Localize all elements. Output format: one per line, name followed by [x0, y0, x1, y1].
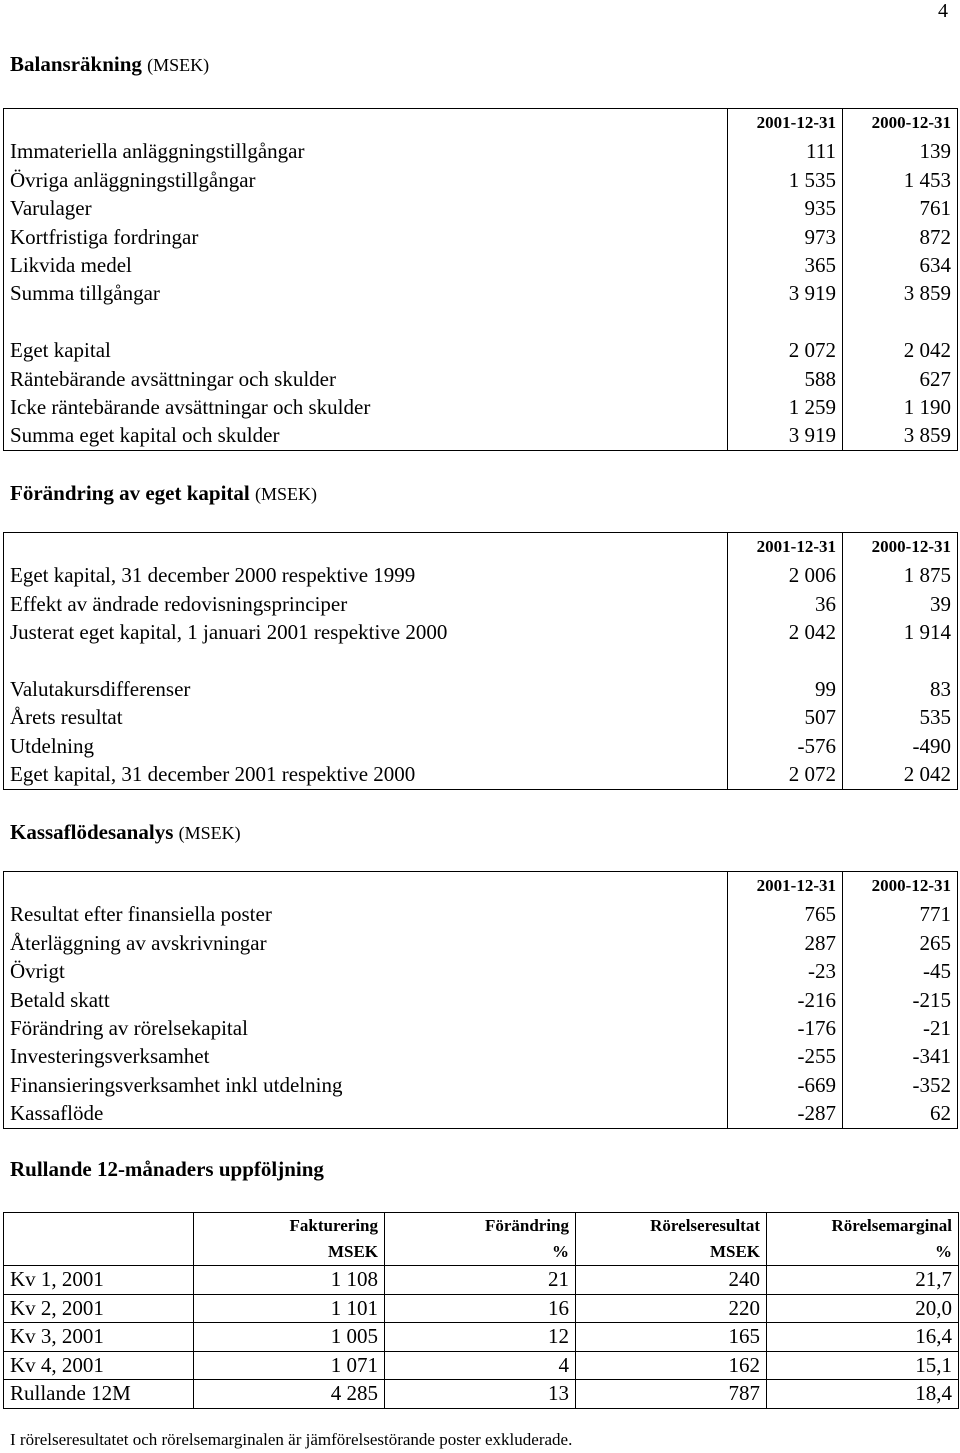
rolling-header-line2: MSEK [709, 1242, 760, 1261]
row-value-2001: 3 919 [728, 421, 843, 450]
table-row [4, 1014, 958, 1042]
table-row [4, 1042, 958, 1070]
row-value-2000: 39 [843, 590, 958, 618]
row-value-2000 [843, 308, 958, 336]
row-value-2001: 973 [728, 223, 843, 251]
row-value-2001 [728, 308, 843, 336]
rolling-header-row [4, 1213, 959, 1266]
table-row [4, 618, 958, 646]
row-value-2000: 634 [843, 251, 958, 279]
balance-header-col: 2001-12-31 [728, 109, 843, 138]
row-value-2001: 2 006 [728, 561, 843, 589]
row-value: 4 [385, 1351, 576, 1380]
row-label: Eget kapital, 31 december 2001 respektive 2000 [4, 760, 728, 789]
rolling-title: Rullande 12-månaders uppföljning [10, 1157, 324, 1181]
row-value-2001: -255 [728, 1042, 843, 1070]
row-value-2001: 765 [728, 900, 843, 928]
row-value-2001 [728, 647, 843, 675]
balance-header-blank [4, 109, 728, 138]
rolling-header-line1: Rörelsemarginal [831, 1216, 952, 1235]
table-row [4, 732, 958, 760]
row-value-2001: 507 [728, 703, 843, 731]
equity-table [3, 532, 958, 790]
cashflow-unit: (MSEK) [178, 823, 241, 843]
row-value: 165 [576, 1323, 767, 1352]
cashflow-header-col: 2001-12-31 [728, 872, 843, 901]
row-label: Utdelning [4, 732, 728, 760]
table-row [4, 166, 958, 194]
row-label: Kv 2, 2001 [4, 1294, 194, 1323]
cashflow-header-blank [4, 872, 728, 901]
row-label: Summa tillgångar [4, 279, 728, 307]
row-value-2000: -341 [843, 1042, 958, 1070]
table-row [4, 1294, 959, 1323]
row-label: Kv 1, 2001 [4, 1266, 194, 1295]
row-value-2001: -287 [728, 1099, 843, 1128]
row-value-2000: 83 [843, 675, 958, 703]
row-value-2000: -490 [843, 732, 958, 760]
row-value-2001: -576 [728, 732, 843, 760]
row-value: 16 [385, 1294, 576, 1323]
table-row [4, 421, 958, 450]
row-value-2000: 627 [843, 365, 958, 393]
row-value-2000: 771 [843, 900, 958, 928]
row-value-2001: 287 [728, 929, 843, 957]
rolling-header-line1: Fakturering [289, 1216, 378, 1235]
row-value-2001: 365 [728, 251, 843, 279]
row-value: 13 [385, 1380, 576, 1409]
row-value-2000: -45 [843, 957, 958, 985]
row-label: Återläggning av avskrivningar [4, 929, 728, 957]
table-row [4, 393, 958, 421]
table-row [4, 929, 958, 957]
cashflow-header-col: 2000-12-31 [843, 872, 958, 901]
table-row [4, 1071, 958, 1099]
rolling-header-blank [4, 1213, 194, 1266]
row-value-2000: 3 859 [843, 421, 958, 450]
table-row [4, 223, 958, 251]
row-value: 162 [576, 1351, 767, 1380]
equity-header-row [4, 533, 958, 562]
row-label: Valutakursdifferenser [4, 675, 728, 703]
row-value: 16,4 [767, 1323, 959, 1352]
row-label: Årets resultat [4, 703, 728, 731]
row-value-2000: 265 [843, 929, 958, 957]
row-value-2000: 1 875 [843, 561, 958, 589]
row-value-2000: 1 914 [843, 618, 958, 646]
row-label: Likvida medel [4, 251, 728, 279]
row-label: Summa eget kapital och skulder [4, 421, 728, 450]
row-label: Övrigt [4, 957, 728, 985]
table-row [4, 986, 958, 1014]
balance-header-col: 2000-12-31 [843, 109, 958, 138]
row-value-2001: -669 [728, 1071, 843, 1099]
table-row [4, 1351, 959, 1380]
row-value-2000 [843, 647, 958, 675]
row-value: 1 101 [194, 1294, 385, 1323]
cashflow-title [10, 820, 241, 845]
rolling-header-line2: % [935, 1242, 952, 1261]
row-value: 787 [576, 1380, 767, 1409]
row-label: Förändring av rörelsekapital [4, 1014, 728, 1042]
row-value-2001: 588 [728, 365, 843, 393]
row-label: Betald skatt [4, 986, 728, 1014]
balance-unit: (MSEK) [147, 55, 210, 75]
row-value-2001: 935 [728, 194, 843, 222]
table-row [4, 957, 958, 985]
row-label: Kortfristiga fordringar [4, 223, 728, 251]
equity-header-blank [4, 533, 728, 562]
table-row [4, 1099, 958, 1128]
row-value-2000: -215 [843, 986, 958, 1014]
row-value-2001: 36 [728, 590, 843, 618]
row-value-2001: 111 [728, 137, 843, 165]
table-row [4, 1323, 959, 1352]
table-row [4, 900, 958, 928]
row-label: Effekt av ändrade redovisningsprinciper [4, 590, 728, 618]
row-value: 15,1 [767, 1351, 959, 1380]
row-label: Räntebärande avsättningar och skulder [4, 365, 728, 393]
row-label: Varulager [4, 194, 728, 222]
table-row [4, 1380, 959, 1409]
row-label: Immateriella anläggningstillgångar [4, 137, 728, 165]
row-value-2000: 1 190 [843, 393, 958, 421]
row-value: 1 071 [194, 1351, 385, 1380]
table-row [4, 279, 958, 307]
row-value-2000: 139 [843, 137, 958, 165]
rolling-header-line2: MSEK [327, 1242, 378, 1261]
equity-header-col: 2001-12-31 [728, 533, 843, 562]
row-value-2000: -21 [843, 1014, 958, 1042]
table-row [4, 703, 958, 731]
row-value-2001: 2 042 [728, 618, 843, 646]
row-value: 220 [576, 1294, 767, 1323]
table-row [4, 561, 958, 589]
row-label: Icke räntebärande avsättningar och skulder [4, 393, 728, 421]
row-value-2000: 62 [843, 1099, 958, 1128]
row-value: 12 [385, 1323, 576, 1352]
row-value: 240 [576, 1266, 767, 1295]
row-label [4, 308, 728, 336]
row-value-2001: -23 [728, 957, 843, 985]
rolling-header-col [385, 1213, 576, 1266]
row-value-2000: 535 [843, 703, 958, 731]
row-label: Rullande 12M [4, 1380, 194, 1409]
table-row [4, 675, 958, 703]
row-value: 1 108 [194, 1266, 385, 1295]
row-value-2000: 1 453 [843, 166, 958, 194]
balance-table [3, 108, 958, 451]
table-row [4, 308, 958, 336]
row-value-2001: -176 [728, 1014, 843, 1042]
row-label: Eget kapital, 31 december 2000 respektive 1999 [4, 561, 728, 589]
footnote: I rörelseresultatet och rörelsemarginalen är jämförelsestörande poster exkluderade. [10, 1430, 573, 1449]
table-row [4, 137, 958, 165]
balance-title-text: Balansräkning [10, 52, 142, 76]
row-label: Kassaflöde [4, 1099, 728, 1128]
row-label: Justerat eget kapital, 1 januari 2001 respektive 2000 [4, 618, 728, 646]
row-value: 21 [385, 1266, 576, 1295]
row-value-2001: 99 [728, 675, 843, 703]
row-label: Finansieringsverksamhet inkl utdelning [4, 1071, 728, 1099]
row-value: 20,0 [767, 1294, 959, 1323]
row-label: Övriga anläggningstillgångar [4, 166, 728, 194]
row-value-2000: 872 [843, 223, 958, 251]
equity-title-text: Förändring av eget kapital [10, 481, 250, 505]
row-value-2000: 2 042 [843, 760, 958, 789]
table-row [4, 590, 958, 618]
row-label: Investeringsverksamhet [4, 1042, 728, 1070]
cashflow-title-text: Kassaflödesanalys [10, 820, 174, 844]
row-value-2001: 3 919 [728, 279, 843, 307]
row-value-2001: 1 259 [728, 393, 843, 421]
equity-unit: (MSEK) [255, 484, 317, 504]
balance-header-row [4, 109, 958, 138]
row-value-2000: 761 [843, 194, 958, 222]
table-row [4, 194, 958, 222]
rolling-header-line2: % [552, 1242, 569, 1261]
rolling-header-col [767, 1213, 959, 1266]
row-value-2000: -352 [843, 1071, 958, 1099]
row-label: Kv 4, 2001 [4, 1351, 194, 1380]
table-row [4, 336, 958, 364]
rolling-header-line1: Rörelseresultat [650, 1216, 760, 1235]
row-value: 18,4 [767, 1380, 959, 1409]
cashflow-table [3, 871, 958, 1129]
rolling-header-col [576, 1213, 767, 1266]
equity-header-col: 2000-12-31 [843, 533, 958, 562]
row-value-2001: 1 535 [728, 166, 843, 194]
table-row [4, 1266, 959, 1295]
table-row [4, 760, 958, 789]
cashflow-header-row [4, 872, 958, 901]
rolling-header-line1: Förändring [484, 1216, 569, 1235]
equity-title [10, 481, 317, 506]
rolling-header-col [194, 1213, 385, 1266]
rolling-table [3, 1212, 959, 1409]
row-label: Resultat efter finansiella poster [4, 900, 728, 928]
table-row [4, 647, 958, 675]
row-value-2000: 3 859 [843, 279, 958, 307]
row-value: 1 005 [194, 1323, 385, 1352]
row-value-2001: -216 [728, 986, 843, 1014]
page-number: 4 [938, 0, 948, 22]
table-row [4, 251, 958, 279]
table-row [4, 365, 958, 393]
balance-title [10, 52, 209, 77]
row-label: Kv 3, 2001 [4, 1323, 194, 1352]
row-value: 21,7 [767, 1266, 959, 1295]
row-value-2001: 2 072 [728, 336, 843, 364]
row-value-2001: 2 072 [728, 760, 843, 789]
row-value-2000: 2 042 [843, 336, 958, 364]
row-label [4, 647, 728, 675]
row-label: Eget kapital [4, 336, 728, 364]
row-value: 4 285 [194, 1380, 385, 1409]
